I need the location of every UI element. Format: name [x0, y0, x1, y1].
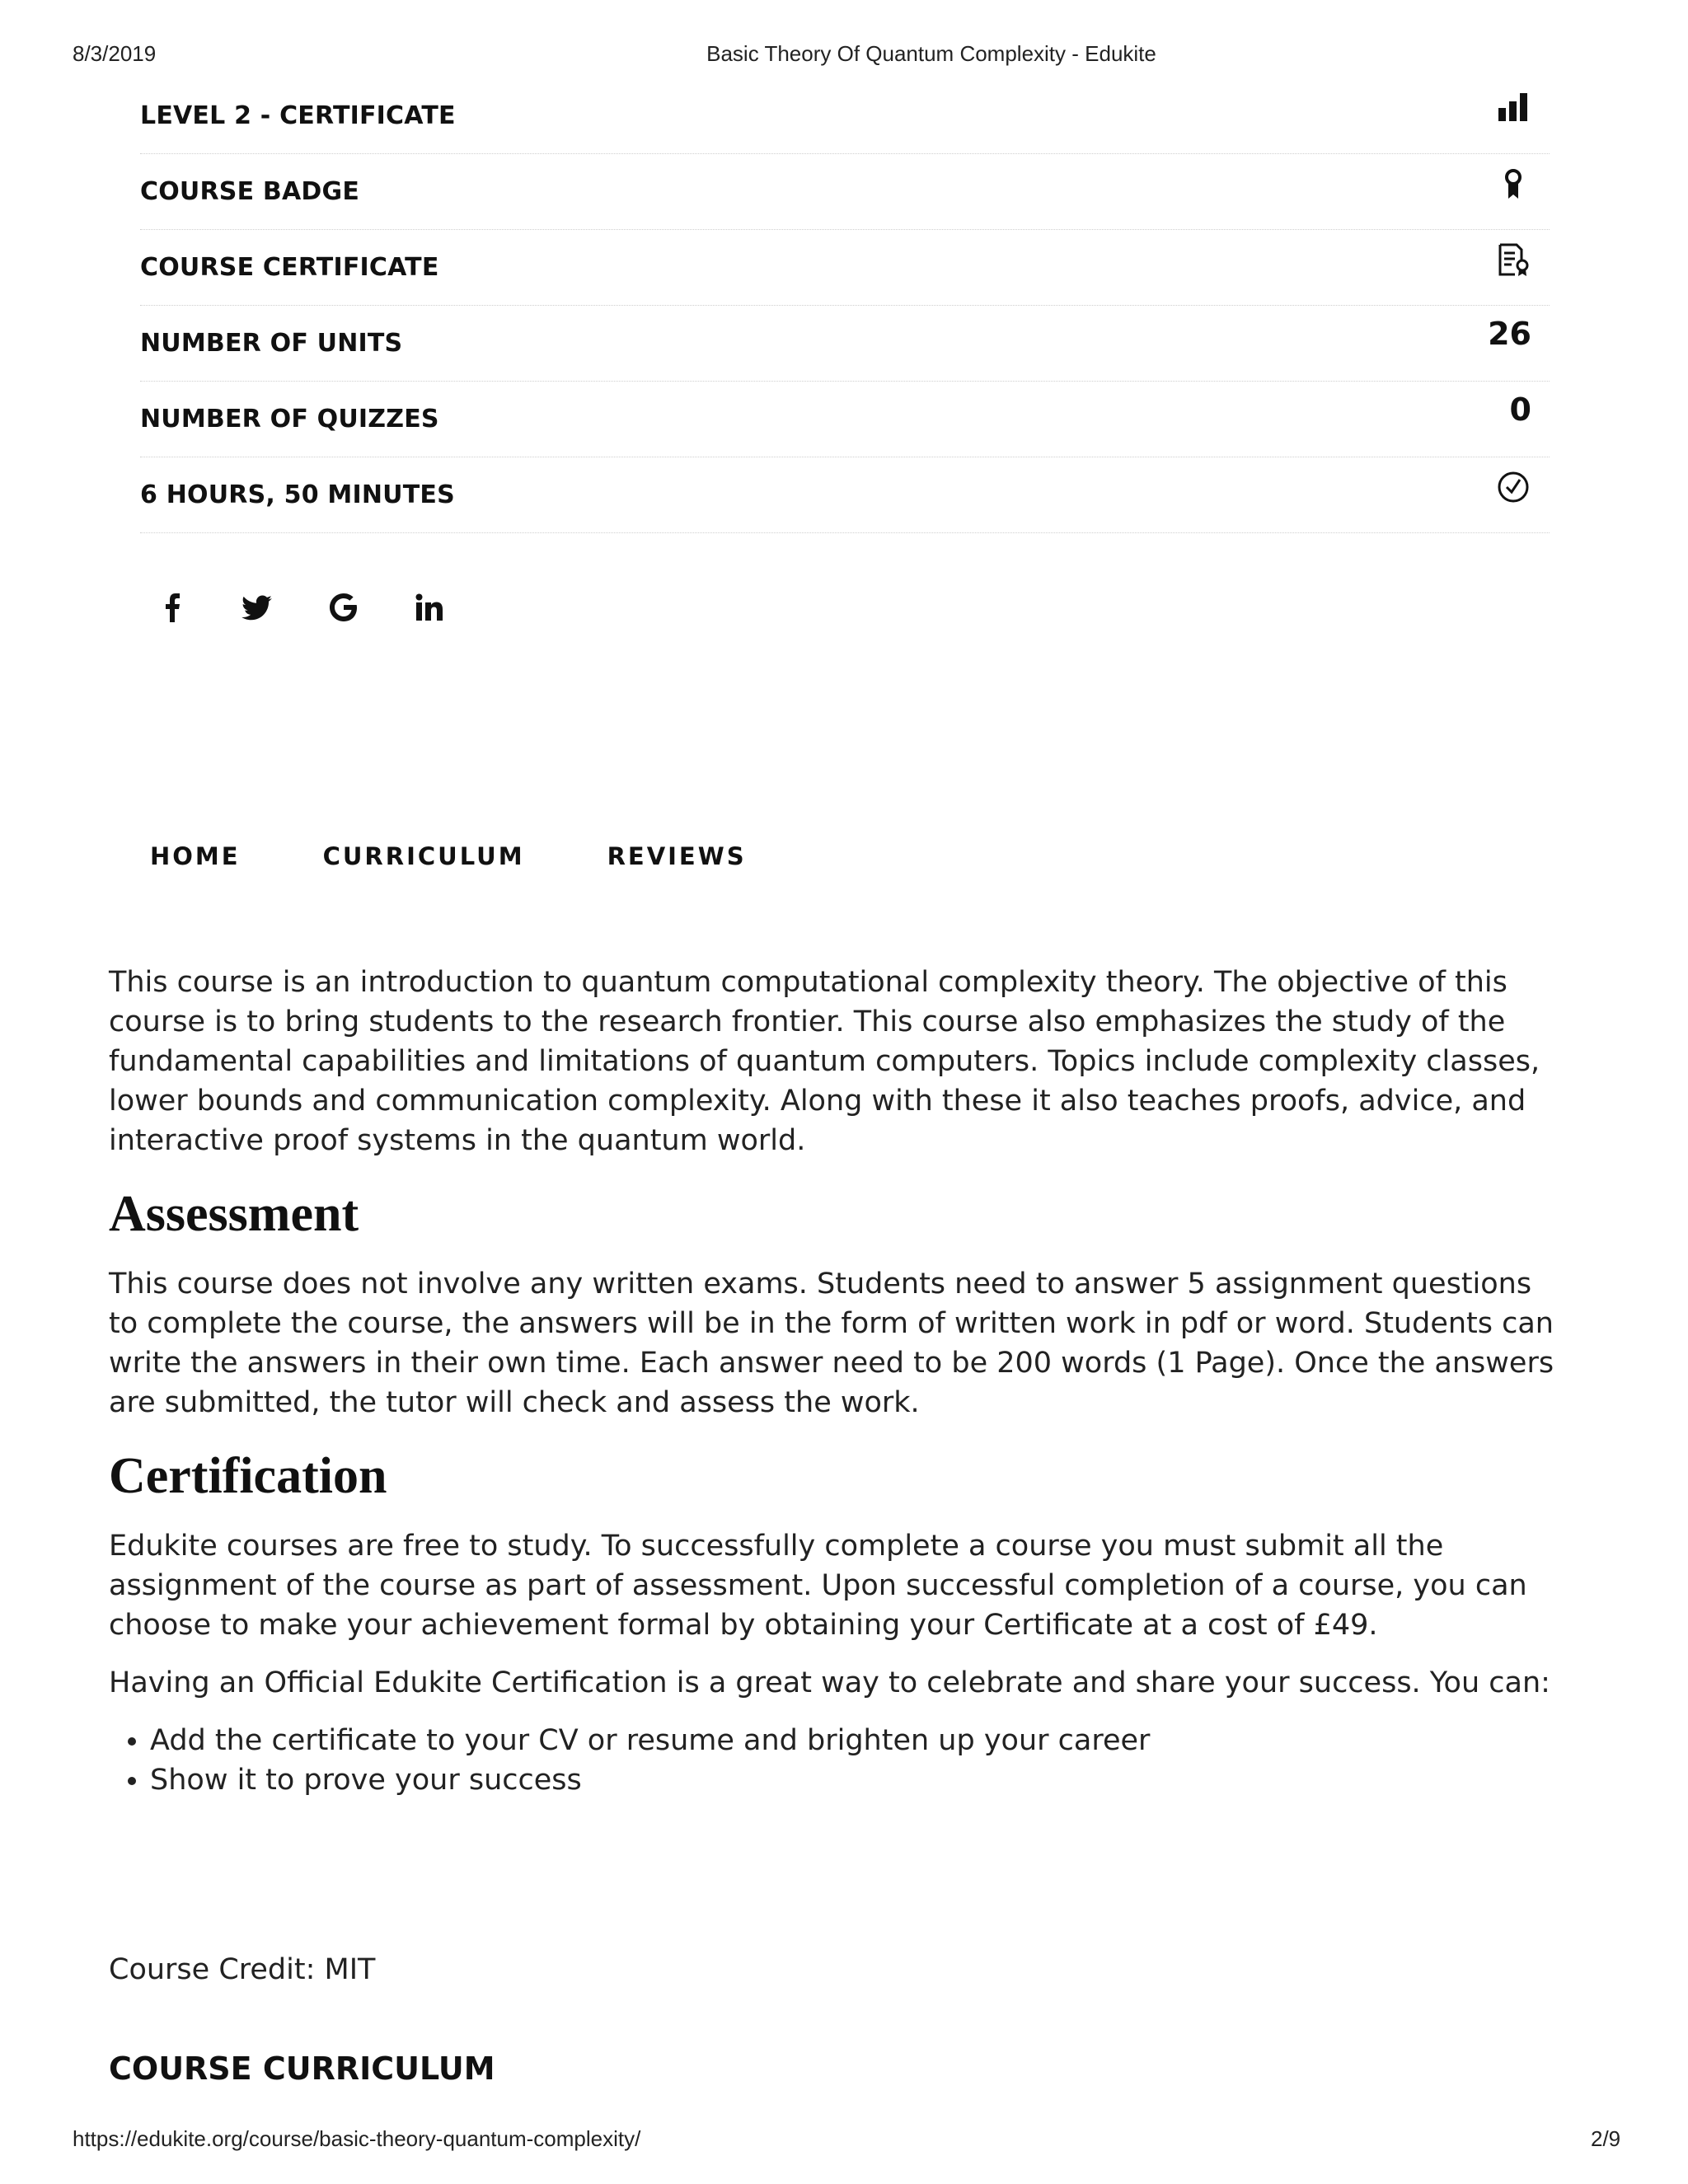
meta-row-level	[140, 78, 1550, 154]
tab-reviews[interactable]: REVIEWS	[607, 842, 747, 870]
intro-paragraph: This course is an introduction to quantum computational complexity theory. The objective of this course is to bring students to the research frontier. This course also emphasizes the study of the fundamental capabilities and limitations of quantum computers. Topics include complexity classes, lower bounds and communication complexity. Along with these it also teaches proofs, advice, and interactive proof systems in the quantum world.	[109, 966, 1540, 1157]
assessment-paragraph: This course does not involve any written exams. Students need to answer 5 assignment questions to complete the course, the answers will be in the form of written work in pdf or word. Students can write the answers in their own time. Each answer need to be 200 words (1 Page). Once the answers are submitted, the tutor will check and assess the work.	[109, 1268, 1554, 1419]
list-item: • Show it to prove your success	[150, 1760, 1568, 1800]
course-meta-list	[140, 78, 1550, 533]
tab-curriculum[interactable]: CURRICULUM	[322, 842, 525, 870]
meta-row-units	[140, 306, 1550, 382]
linkedin-icon[interactable]	[410, 588, 448, 626]
level-bars-icon	[1495, 90, 1531, 126]
meta-row-duration	[140, 457, 1550, 533]
benefits-list	[109, 1721, 1568, 1800]
print-page-title: Basic Theory Of Quantum Complexity - Edukite	[706, 41, 1156, 66]
meta-row-quizzes	[140, 382, 1550, 457]
certificate-icon	[1495, 241, 1531, 278]
clock-check-icon	[1495, 469, 1531, 505]
facebook-icon[interactable]	[153, 588, 191, 626]
meta-label: LEVEL 2 - CERTIFICATE	[140, 101, 456, 130]
meta-label: COURSE BADGE	[140, 177, 360, 206]
certification-heading: Certification	[109, 1448, 387, 1504]
meta-row-badge	[140, 154, 1550, 230]
social-share-bar	[153, 588, 448, 626]
meta-label: 6 HOURS, 50 MINUTES	[140, 480, 455, 509]
certification-paragraph: Edukite courses are free to study. To successfully complete a course you must submit all the assignment of the course as part of assessment. Upon successful completion of a course, you can choose to make your achievement formal by obtaining your Certificate at a cost of £49.	[109, 1530, 1527, 1642]
quizzes-count: 0	[1509, 391, 1531, 428]
meta-label: NUMBER OF QUIZZES	[140, 405, 439, 434]
meta-row-certificate	[140, 230, 1550, 306]
assessment-heading: Assessment	[109, 1186, 359, 1242]
print-date: 8/3/2019	[73, 41, 157, 66]
meta-label: COURSE CERTIFICATE	[140, 253, 439, 282]
course-description	[109, 963, 1568, 1800]
course-curriculum-title: COURSE CURRICULUM	[109, 2050, 495, 2087]
course-tabs	[150, 842, 829, 870]
twitter-icon[interactable]	[239, 588, 277, 626]
meta-label: NUMBER OF UNITS	[140, 329, 403, 358]
print-page-number: 2/9	[1591, 2126, 1621, 2151]
tab-home[interactable]: HOME	[150, 842, 241, 870]
course-credit: Course Credit: MIT	[109, 1953, 376, 1986]
units-count: 26	[1488, 316, 1531, 352]
print-url: https://edukite.org/course/basic-theory-quantum-complexity/	[73, 2126, 641, 2151]
badge-icon	[1495, 166, 1531, 202]
certification-benefits-intro: Having an Official Edukite Certification is a great way to celebrate and share your success. You can:	[109, 1666, 1550, 1699]
list-item: • Add the certificate to your CV or resume and brighten up your career	[150, 1721, 1568, 1760]
google-icon[interactable]	[325, 588, 363, 626]
